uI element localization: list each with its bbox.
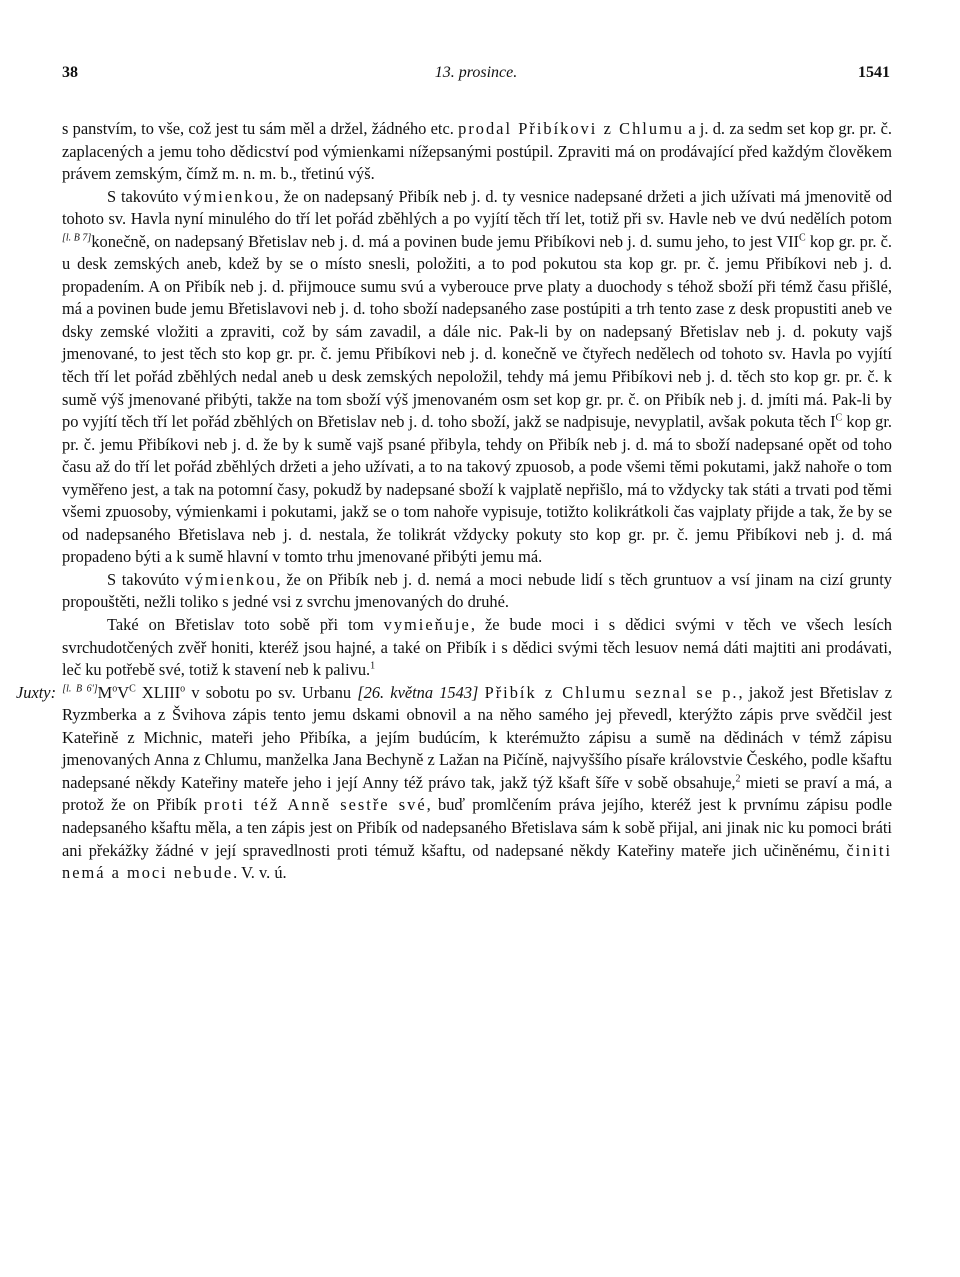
text-run: , buď promlčením práva jejího, kteréž jest k prvnímu zápisu podle nadepsaného kšaftu měla, a ten zápis jest on Přibík od nadepsaného Břetislava sám k sobě přijal, ani jinak nic ku pomoci bráti ani překážky žádné v její spravedlnosti proti témuž kšaftu, od nadepsané někdy Kateřiny mateře jich učiněnému,: [62, 795, 893, 860]
text-run: s panstvím, to vše, což jest tu sám měl a držel, žádného etc.: [62, 119, 459, 138]
footnote-ref: 2: [735, 773, 741, 785]
superscript: o: [180, 683, 186, 695]
text-run: konečně, on nadepsaný Břetislav neb j. d. má a povinen bude jemu Přibíkovi neb j. d. sumu jeho, to jest VII: [91, 231, 799, 251]
spaced-text: vymieňuje: [383, 615, 471, 635]
footnote-ref: 1: [370, 660, 376, 672]
date-note: [26. května 1543]: [357, 682, 479, 702]
page-number: 38: [62, 64, 78, 81]
superscript: C: [129, 683, 136, 695]
text-run: kop gr. pr. č. jemu Přibíkovi neb j. d. že by k sumě vajš psané přibyla, tehdy on Přibík neb j. d. má to sboží nadepsané opět od toho času až do tří let pořád zběhlých držeti a jeho užívati, a to na takový zpuosob, a pode všemi těmi pokutami, jakž nahoře o tom vyměřeno jest, a tak na potomní časy, pokudž by nadepsané sboží k vajplatě nepřišlo, má to vždycky tak státi a trvati pod těmi všemi zpuosoby, výmienkami i pokutami, jakž se o tom nahoře vypisuje, totižto kolikrátkoli čas vajplaty přijde a tak, že by se od nadepsaného Břetislava neb j. d. nestala, že tolikrát vždycky pokuty sto kop gr. pr. č. jemu Přibíkovi neb j. d. má propadeno býti a k sumě hlavní v tomto trhu jmenované přibýti jemu má.: [62, 412, 892, 567]
spaced-text: Přibík z Chlumu seznal se p.: [484, 682, 739, 702]
text-run: a j. d. za sedm set kop gr. pr. č. zaplacených a jemu toho dědicství pod výmienkami nížepsanými postúpil. Zpraviti má on prodávající před každým člověkem právem zemským, čímž m. n. m. b., třetinú výš.: [62, 119, 893, 184]
paragraph-4: [62, 614, 892, 682]
superscript: C: [835, 412, 843, 424]
text-run: kop gr. pr. č. u desk zemských aneb, kdež by se o místo snesli, položiti, a to pod pokutou sta kop gr. pr. č. jemu Přibíkovi neb j. d. propadením. A on Přibík neb j. d. přijmouce sumu svú a vyberouce prve platy a duochody s téhož sboží při témž času přišlé, má a povinen bude jemu Břetislavovi neb j. d. toho sboží nadepsaného zase postúpiti a trh tento zase z desk propustiti aneb ve dsky zemské vložiti a zpraviti, což by sám zavadil, a dále nic. Pak-li by on nadepsaný Břetislav neb j. d. pokuty vajš jmenované, to jest těch sto kop gr. pr. č. jemu Přibíkovi neb j. d. konečně ve čtyřech nedělech od tohoto sv. Havla po vyjítí těch tří let pořád zběhlých nedal aneb u desk zemských nepoložil, tehdy má jemu Přibíkovi neb j. d. těch sto kop gr. pr. č. k sumě výš jmenované přibýti, takže na tom sboží výš jmenovaném osm set kop gr. pr. č. on Přibík neb j. d. jmíti má. Pak-li by po vyjítí těch tří let pořád zběhlých on Břetislav neb j. d. toho sboží, jakž se nadpisuje, nevyplatil, avšak pokuta těch I: [62, 231, 893, 432]
spaced-text: prodal Přibíkovi z Chlumu: [458, 119, 684, 138]
folio-marker: [l. B 6']: [62, 683, 98, 695]
folio-marker: [l. B 7]: [62, 232, 92, 244]
juxty-label: Juxty:: [16, 682, 57, 702]
text-run: . V. v. ú.: [233, 863, 287, 883]
superscript: o: [112, 683, 118, 695]
spaced-text: výmienkou: [184, 569, 277, 589]
superscript: C: [799, 232, 806, 244]
paragraph-1: [62, 118, 892, 186]
text-run: S takovúto: [107, 569, 185, 589]
running-year: 1541: [858, 64, 890, 81]
paragraph-2: [62, 186, 892, 569]
text-run: Také on Břetislav toto sobě při tom: [107, 615, 384, 635]
text-run: M: [97, 682, 113, 702]
juxty-entry: [16, 682, 893, 885]
text-run: , že on nadepsaný Přibík neb j. d. ty vesnice nadepsané držeti a jich užívati má jmenovitě od tohoto sv. Havla nyní minulého do tří let pořád zběhlých a po vyjítí těch tří let, totiž při sv. Havle neb ve dvú nedělích potom: [62, 186, 893, 229]
text-run: , že on Přibík neb j. d. nemá a moci nebude lidí s těch gruntuov a vsí jinam na cizí grunty propouštěti, nežli toliko s jedné vsi z svrchu jmenovaných do druhé.: [62, 569, 892, 612]
text-run: mieti se praví a má, a protož že on Přibík: [62, 772, 892, 815]
text-run: XLIII: [135, 682, 181, 702]
spaced-text: činiti nemá a moci nebude: [62, 840, 892, 883]
text-run: V: [117, 682, 130, 702]
text-run: v sobotu po sv. Urbanu: [185, 682, 358, 702]
spaced-text: výmienkou: [183, 186, 275, 206]
text-run: , že bude moci i s dědici svými v těch ve všech lesích svrchudotčených zvěř honiti, kteréž jsou hajné, a také on Přibík i s dědici svými těch lesuov nemá dáti majtiti ani prodávati, leč ku potřebě své, totiž k stavení neb k palivu.: [62, 615, 892, 680]
text-run: S takovúto: [107, 186, 184, 206]
text-run: , jakož jest Břetislav z Ryzmberka a z Švihova zápis tento jemu dskami obnovil a na něho samého jej převedl, kterýžto zápis prve svědčil jest Kateřině z Michnic, mateři jeho Přibíka, a jejím budúcím, k kterémužto zápisu a sumě na dědinách v témž zápisu jmenovaných Anna z Chlumu, manželka Jana Bechyně z Lažan na Pičíně, najvyššího písaře královstvie Českého, podle kšaftu nadepsané někdy Kateřiny mateře jeho i její Anny též právo tak, jakž týž kšaft šíře v sobě obsahuje,: [62, 682, 892, 792]
spaced-text: proti též Anně sestře své: [203, 795, 427, 815]
page-header: [62, 64, 890, 88]
running-date: 13. prosince.: [434, 64, 518, 81]
paragraph-3: [62, 569, 892, 614]
document-body: [16, 118, 893, 885]
